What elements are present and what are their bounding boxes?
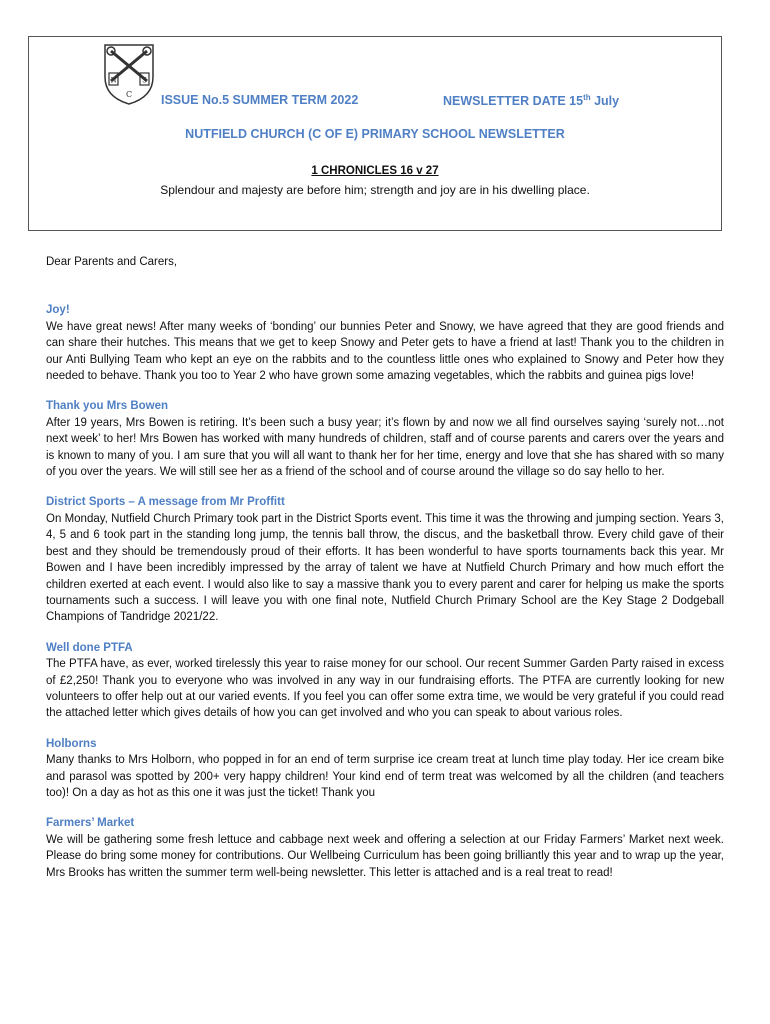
date-superscript: th [583,93,591,102]
verse-reference: 1 CHRONICLES 16 v 27 [311,165,439,177]
section-joy [46,302,724,384]
section-heading: District Sports – A message from Mr Proffitt [46,496,285,509]
section-well-done-ptfa [46,640,724,722]
newsletter-header [28,36,722,231]
section-heading: Thank you Mrs Bowen [46,400,169,413]
greeting: Dear Parents and Carers, [46,256,178,268]
section-thank-you-mrs-bowen [46,398,724,480]
section-holborns [46,736,724,802]
crest-letter-bottom: C [125,90,133,99]
section-body: After 19 years, Mrs Bowen is retiring. It’s been such a busy year; it’s flown by and now we all find ourselves saying ‘surely not…not next week’ to her! Mrs Bowen has worked with many hundreds of children, staff and of course parents and carers over the years and is known to many of you. I am sure that you will all want to thank her for her time, energy and love that she has shared with so many of you over the years. We will still see her as a friend of the school and of course around the village so do say hello to her. [46,416,724,479]
section-heading: Farmers’ Market [46,817,135,830]
date-prefix: NEWSLETTER DATE 15 [443,94,584,109]
section-heading: Holborns [46,737,97,750]
section-body: On Monday, Nutfield Church Primary took part in the District Sports event. This time it was the throwing and jumping section. Years 3, 4, 5 and 6 took part in the standing long jump, the tennis ball throw, the discus, and the basketball throw. Every child gave of their best and they should be tremendously proud of their efforts. It has been wonderful to have sports tournaments back this year. Mr Bowen and I have been incredibly impressed by the array of talent we have at Nutfield Church Primary and how much effort the children exerted at each event. I would also like to say a massive thank you to every parent and carer for helping us make the sports tournaments such a success. I will leave you with one final note, Nutfield Church Primary School are the Key Stage 2 Dodgeball Champions of Tandridge 2021/22. [46,512,724,624]
section-body: We have great news! After many weeks of ‘bonding’ our bunnies Peter and Snowy, we have agreed that they are good friends and can share their hutches. This means that we get to keep Snowy and Peter gets to have a friend at last! Thank you to the children in our Anti Bullying Team who kept an eye on the rabbits and to the countless little ones who explained to Snowy and Peter how they needed to behave. Thank you too to Year 2 who have grown some amazing vegetables, which the rabbits and guinea pigs love! [46,320,724,383]
crest-letter-left: N [110,76,117,85]
newsletter-body [46,254,724,895]
crest-letter-right: S [142,76,147,85]
school-title: NUTFIELD CHURCH (C OF E) PRIMARY SCHOOL NEWSLETTER [185,127,565,141]
section-body: Many thanks to Mrs Holborn, who popped in for an end of term surprise ice cream treat at lunch time play today. Her ice cream bike and parasol was spotted by 200+ very happy children! Your kind end of term treat was welcomed by all the children (and teachers too)! On a day as hot as this one it was just the ticket! Thank you [46,754,724,799]
section-district-sports [46,494,724,625]
newsletter-date [443,93,619,108]
section-body: The PTFA have, as ever, worked tirelessly this year to raise money for our school. Our recent Summer Garden Party raised in excess of £2,250! Thank you to everyone who was involved in any way in our fundraising efforts. The PTFA are currently looking for new volunteers to offer help out at our varied events. If you feel you can offer some extra time, we would be very grateful if you could read the attached letter which gives details of how you can get involved and who you can speak to about various roles. [46,658,724,720]
issue-label: ISSUE No.5 SUMMER TERM 2022 [161,93,359,107]
section-body: We will be gathering some fresh lettuce and cabbage next week and offering a selection at our Friday Farmers’ Market next week. Please do bring some money for contributions. Our Wellbeing Curriculum has been going brilliantly this year and to wrap up the year, Mrs Brooks has written the summer term well-being newsletter. This letter is attached and is a real treat to read! [46,833,724,879]
date-suffix: July [590,94,620,109]
section-farmers-market [46,815,724,881]
section-heading: Well done PTFA [46,641,133,654]
school-crest-icon [99,41,159,107]
verse-text: Splendour and majesty are before him; strength and joy are in his dwelling place. [160,183,590,197]
section-heading: Joy! [46,304,70,317]
